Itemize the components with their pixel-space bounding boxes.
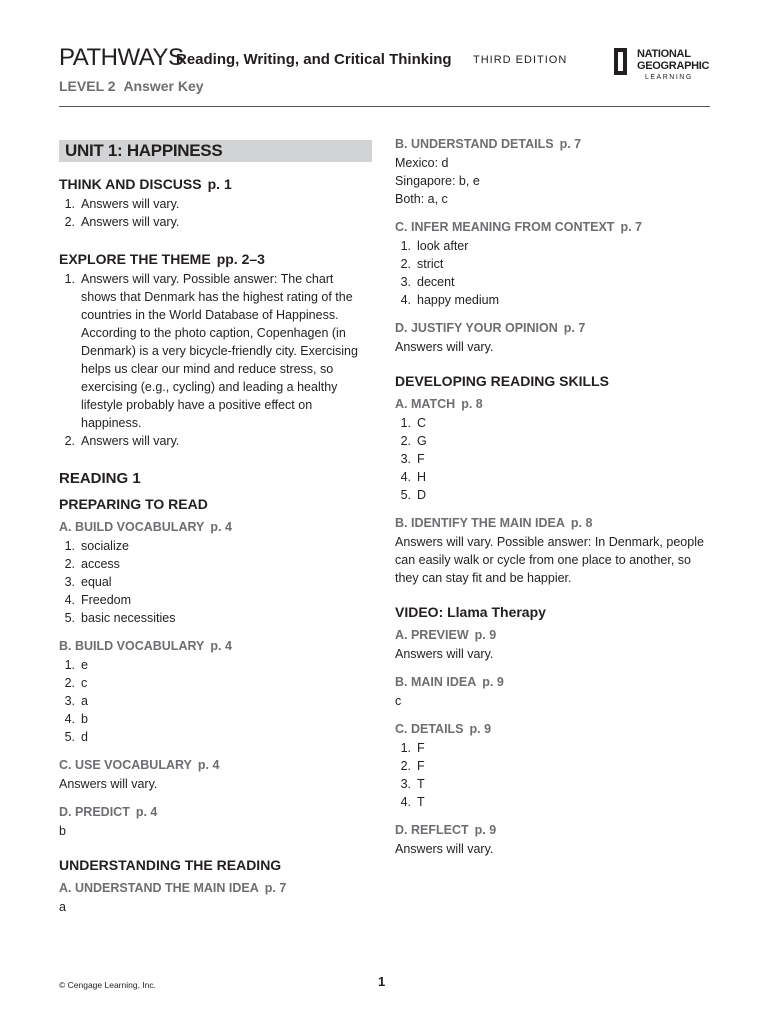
item-number: 3. xyxy=(400,777,411,791)
answer-line: Both: a, c xyxy=(395,192,448,206)
left-column xyxy=(59,140,372,916)
answer-list xyxy=(395,414,715,504)
item-text: access xyxy=(81,557,120,571)
item-text: b xyxy=(81,712,88,726)
list-item xyxy=(59,573,372,591)
exercise-heading: B. BUILD VOCABULARY p. 4 xyxy=(59,639,232,653)
list-item xyxy=(59,674,372,692)
list-item xyxy=(59,728,372,746)
item-text: happy medium xyxy=(417,293,499,307)
item-text: C xyxy=(417,416,427,430)
answer-list xyxy=(59,270,372,450)
section-heading: UNDERSTANDING THE READING xyxy=(59,857,282,873)
item-number: 1. xyxy=(400,239,411,253)
video-heading: VIDEO: Llama Therapy xyxy=(395,604,546,620)
list-item xyxy=(395,414,715,432)
list-item xyxy=(59,432,372,450)
list-item xyxy=(395,255,715,273)
national-geographic-logo xyxy=(614,46,710,86)
item-number: 4. xyxy=(64,593,75,607)
exercise-heading: D. PREDICT p. 4 xyxy=(59,805,158,819)
exercise-heading: C. DETAILS p. 9 xyxy=(395,722,492,736)
exercise-heading: B. MAIN IDEA p. 9 xyxy=(395,675,504,689)
list-item xyxy=(59,555,372,573)
answer-text: Answers will vary. xyxy=(59,777,158,791)
reading-heading: READING 1 xyxy=(59,470,141,487)
exercise-heading: A. MATCH p. 8 xyxy=(395,397,483,411)
unit-title: UNIT 1: HAPPINESS xyxy=(59,140,372,162)
list-item xyxy=(395,273,715,291)
item-text: T xyxy=(417,777,425,791)
list-item xyxy=(59,692,372,710)
item-text: F xyxy=(417,741,425,755)
item-text: Answers will vary. Possible answer: The chart shows that Denmark has the highest rating of the countries in the World Database of Happiness. According to the photo caption, Copenhagen (in Denmark) is a very bicycle-friendly city. Exercising helps us clear our mind and reduce stress, so exercising (e.g., cycling) and leading a healthy lifestyle probably have a positive effect on happiness. xyxy=(81,272,358,430)
list-item xyxy=(395,432,715,450)
item-text: strict xyxy=(417,257,444,271)
item-text: H xyxy=(417,470,427,484)
item-text: basic necessities xyxy=(81,611,176,625)
list-item xyxy=(395,757,715,775)
list-item xyxy=(59,656,372,674)
list-item xyxy=(395,237,715,255)
exercise-heading: A. BUILD VOCABULARY p. 4 xyxy=(59,520,232,534)
answer-list xyxy=(59,656,372,746)
book-subtitle: Reading, Writing, and Critical Thinking xyxy=(176,51,452,68)
item-number: 5. xyxy=(64,611,75,625)
item-number: 1. xyxy=(400,741,411,755)
item-text: socialize xyxy=(81,539,129,553)
item-text: d xyxy=(81,730,88,744)
page-number: 1 xyxy=(378,974,386,989)
answer-list xyxy=(59,195,372,231)
item-text: look after xyxy=(417,239,469,253)
item-number: 1. xyxy=(400,416,411,430)
answer-text: a xyxy=(59,900,66,914)
item-number: 3. xyxy=(400,452,411,466)
answer-list xyxy=(395,739,715,811)
logo-line-1: NATIONAL xyxy=(637,48,691,60)
item-text: Freedom xyxy=(81,593,132,607)
item-number: 5. xyxy=(64,730,75,744)
list-item xyxy=(59,609,372,627)
item-number: 2. xyxy=(64,434,75,448)
section-heading: PREPARING TO READ xyxy=(59,496,208,512)
item-text: Answers will vary. xyxy=(81,434,180,448)
item-number: 3. xyxy=(64,694,75,708)
answer-list xyxy=(395,237,715,309)
answer-list xyxy=(59,537,372,627)
logo-line-2: GEOGRAPHIC xyxy=(637,60,710,72)
item-text: decent xyxy=(417,275,455,289)
item-number: 2. xyxy=(64,215,75,229)
item-text: c xyxy=(81,676,88,690)
item-text: F xyxy=(417,452,425,466)
list-item xyxy=(395,291,715,309)
level-line xyxy=(59,78,204,94)
yellow-border-icon xyxy=(614,48,627,75)
brand-title: PATHWAYS xyxy=(59,44,184,71)
answer-text: c xyxy=(395,694,402,708)
list-item xyxy=(395,775,715,793)
item-number: 2. xyxy=(400,759,411,773)
item-text: D xyxy=(417,488,427,502)
list-item xyxy=(395,739,715,757)
item-number: 2. xyxy=(64,676,75,690)
item-text: equal xyxy=(81,575,112,589)
item-number: 4. xyxy=(400,470,411,484)
item-number: 1. xyxy=(64,197,75,211)
item-number: 2. xyxy=(400,434,411,448)
section-heading: THINK AND DISCUSS p. 1 xyxy=(59,176,232,192)
list-item xyxy=(59,213,372,231)
list-item xyxy=(59,537,372,555)
exercise-heading: A. PREVIEW p. 9 xyxy=(395,628,497,642)
item-number: 3. xyxy=(400,275,411,289)
answer-key-label: Answer Key xyxy=(123,78,204,94)
item-text: F xyxy=(417,759,425,773)
list-item xyxy=(59,270,372,432)
item-number: 5. xyxy=(400,488,411,502)
list-item xyxy=(395,486,715,504)
answer-line: Mexico: d xyxy=(395,156,449,170)
item-number: 1. xyxy=(64,658,75,672)
answer-text: Answers will vary. Possible answer: In Denmark, people can easily walk or cycle from one place to another, so they can stay fit and be happier. xyxy=(395,535,704,585)
item-number: 2. xyxy=(64,557,75,571)
item-text: G xyxy=(417,434,427,448)
list-item xyxy=(59,195,372,213)
item-text: e xyxy=(81,658,88,672)
item-number: 3. xyxy=(64,575,75,589)
item-number: 4. xyxy=(64,712,75,726)
item-text: Answers will vary. xyxy=(81,215,180,229)
section-heading: EXPLORE THE THEME pp. 2–3 xyxy=(59,251,265,267)
exercise-heading: C. INFER MEANING FROM CONTEXT p. 7 xyxy=(395,220,642,234)
item-number: 4. xyxy=(400,293,411,307)
answer-text: Answers will vary. xyxy=(395,647,494,661)
exercise-heading: B. UNDERSTAND DETAILS p. 7 xyxy=(395,137,582,151)
item-text: Answers will vary. xyxy=(81,197,180,211)
exercise-heading: A. UNDERSTAND THE MAIN IDEA p. 7 xyxy=(59,881,287,895)
list-item xyxy=(395,468,715,486)
item-text: a xyxy=(81,694,88,708)
exercise-heading: C. USE VOCABULARY p. 4 xyxy=(59,758,220,772)
page-header xyxy=(59,42,710,107)
list-item xyxy=(59,710,372,728)
item-number: 4. xyxy=(400,795,411,809)
section-heading: DEVELOPING READING SKILLS xyxy=(395,373,609,389)
item-number: 2. xyxy=(400,257,411,271)
logo-line-3: LEARNING xyxy=(645,74,693,81)
list-item xyxy=(395,450,715,468)
item-text: T xyxy=(417,795,425,809)
item-number: 1. xyxy=(64,539,75,553)
list-item xyxy=(59,591,372,609)
answer-text: Answers will vary. xyxy=(395,340,494,354)
list-item xyxy=(395,793,715,811)
right-column xyxy=(395,137,715,858)
answer-line: Singapore: b, e xyxy=(395,174,480,188)
level-label: LEVEL 2 xyxy=(59,78,116,94)
exercise-heading: D. REFLECT p. 9 xyxy=(395,823,497,837)
exercise-heading: D. JUSTIFY YOUR OPINION p. 7 xyxy=(395,321,586,335)
exercise-heading: B. IDENTIFY THE MAIN IDEA p. 8 xyxy=(395,516,593,530)
details-lines xyxy=(395,154,715,208)
copyright-notice: © Cengage Learning, Inc. xyxy=(59,980,156,990)
edition-label: THIRD EDITION xyxy=(473,54,568,66)
item-number: 1. xyxy=(64,272,75,286)
answer-text: Answers will vary. xyxy=(395,842,494,856)
answer-text: b xyxy=(59,824,66,838)
